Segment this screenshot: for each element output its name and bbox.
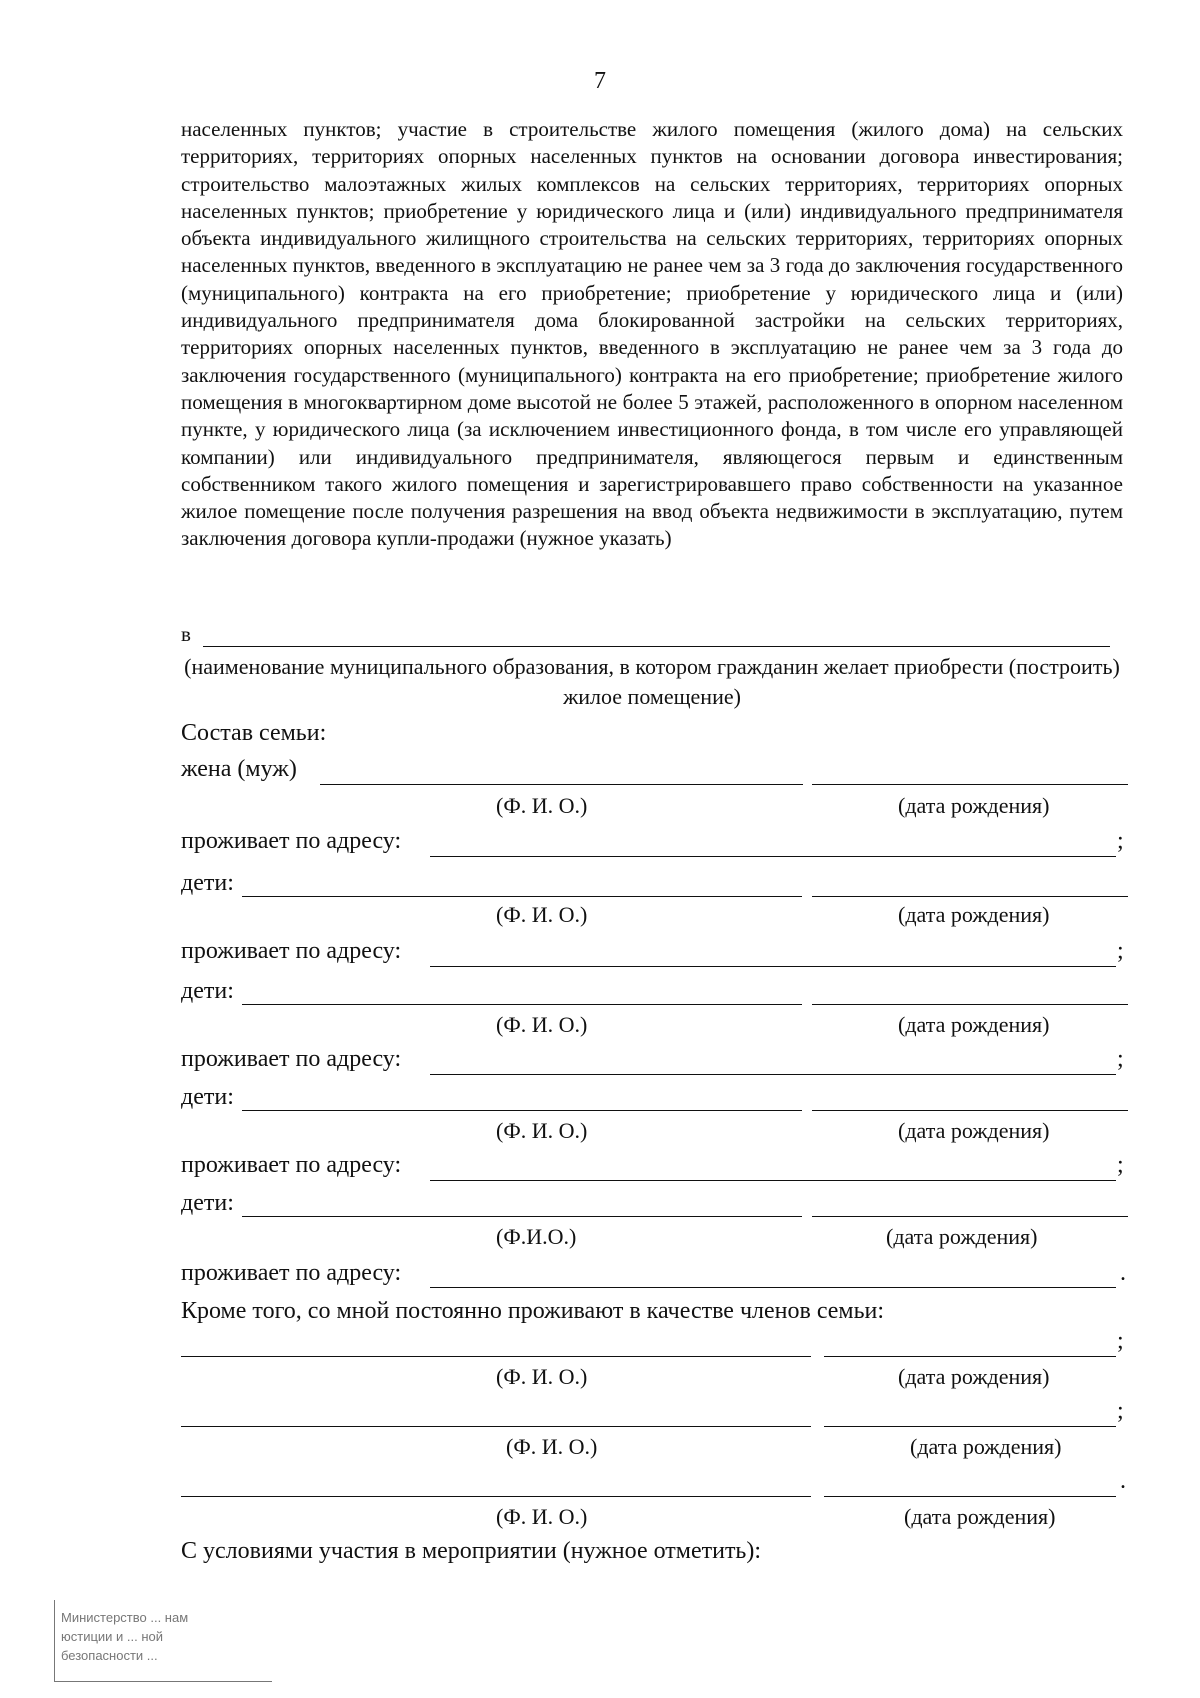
spouse-dob-caption: (дата рождения)	[898, 793, 1050, 818]
spouse-label: жена (муж)	[181, 756, 297, 782]
page-number: 7	[594, 68, 606, 94]
child4-fio-field[interactable]	[242, 1216, 802, 1217]
child2-fio-field[interactable]	[242, 1004, 802, 1005]
child1-fio-caption: (Ф. И. О.)	[496, 902, 588, 927]
child4-dob-field[interactable]	[812, 1216, 1128, 1217]
spouse-address-semicolon: ;	[1117, 828, 1124, 854]
child1-address-label: проживает по адресу:	[181, 938, 402, 964]
child1-label: дети:	[181, 870, 234, 896]
child3-fio-caption: (Ф. И. О.)	[496, 1118, 588, 1143]
child2-address-semicolon: ;	[1117, 1046, 1124, 1072]
spouse-fio-caption: (Ф. И. О.)	[496, 793, 588, 818]
municipality-field[interactable]	[203, 646, 1110, 647]
child3-dob-field[interactable]	[812, 1110, 1128, 1111]
child3-address-field[interactable]	[430, 1180, 1116, 1181]
child2-dob-field[interactable]	[812, 1004, 1128, 1005]
spouse-address-label: проживает по адресу:	[181, 828, 402, 854]
member1-dob-caption: (дата рождения)	[898, 1364, 1050, 1389]
child4-fio-caption: (Ф.И.О.)	[496, 1224, 577, 1249]
child2-dob-caption: (дата рождения)	[898, 1012, 1050, 1037]
child1-address-semicolon: ;	[1117, 938, 1124, 964]
child4-address-period: .	[1120, 1260, 1126, 1286]
child3-dob-caption: (дата рождения)	[898, 1118, 1050, 1143]
member3-dob-caption: (дата рождения)	[904, 1504, 1056, 1529]
member2-semicolon: ;	[1117, 1398, 1124, 1424]
child2-label: дети:	[181, 978, 234, 1004]
member3-dob-field[interactable]	[824, 1496, 1116, 1497]
stamp-line-2: юстиции и ... ной	[61, 1629, 164, 1644]
child4-address-field[interactable]	[430, 1287, 1116, 1288]
child2-address-label: проживает по адресу:	[181, 1046, 402, 1072]
child4-label: дети:	[181, 1190, 234, 1216]
child2-fio-caption: (Ф. И. О.)	[496, 1012, 588, 1037]
child3-address-label: проживает по адресу:	[181, 1152, 402, 1178]
stamp-line-1: Министерство ... нам	[61, 1610, 189, 1625]
stamp-line-3: безопасности ...	[61, 1648, 158, 1663]
member3-fio-caption: (Ф. И. О.)	[496, 1504, 588, 1529]
member1-semicolon: ;	[1117, 1328, 1124, 1354]
municipality-caption: (наименование муниципального образования, в котором гражданин желает приобрести (построить) жилое помещение)	[184, 654, 1120, 709]
member1-fio-caption: (Ф. И. О.)	[496, 1364, 588, 1389]
member2-dob-caption: (дата рождения)	[910, 1434, 1062, 1459]
child1-dob-field[interactable]	[812, 896, 1128, 897]
spouse-dob-field[interactable]	[812, 784, 1128, 785]
in-label: в	[181, 622, 191, 646]
family-heading: Состав семьи:	[181, 720, 327, 746]
child1-fio-field[interactable]	[242, 896, 802, 897]
spouse-address-field[interactable]	[430, 856, 1116, 857]
child3-fio-field[interactable]	[242, 1110, 802, 1111]
member2-fio-field[interactable]	[181, 1426, 811, 1427]
child1-address-field[interactable]	[430, 966, 1116, 967]
child4-address-label: проживает по адресу:	[181, 1260, 402, 1286]
body-paragraph: населенных пунктов; участие в строительстве жилого помещения (жилого дома) на сельских территориях, территориях опорных населенных пунктов на основании договора инвестирования; строительство малоэтажных жилых комплексов на сельских территориях, территориях опорных населенных пунктов; приобретение у юридического лица и (или) индивидуального предпринимателя объекта индивидуального жилищного строительства на сельских территориях, территориях опорных населенных пунктов, введенного в эксплуатацию не ранее чем за 3 года до заключения государственного (муниципального) контракта на его приобретение; приобретение у юридического лица и (или) индивидуального предпринимателя дома блокированной застройки на сельских территориях, территориях опорных населенных пунктов, введенного в эксплуатацию не ранее чем за 3 года до заключения государственного (муниципального) контракта на его приобретение; приобретение жилого помещения в многоквартирном доме высотой не более 5 этажей, расположенного в опорном населенном пункте, у юридического лица (за исключением инвестиционного фонда, в том числе его управляющей компании) или индивидуального предпринимателя, являющегося первым и единственным собственником такого жилого помещения и зарегистрировавшего право собственности на указанное жилое помещение после получения разрешения на ввод объекта недвижимости в эксплуатацию, путем заключения договора купли-продажи (нужное указать)	[181, 117, 1123, 551]
child4-dob-caption: (дата рождения)	[886, 1224, 1038, 1249]
child3-address-semicolon: ;	[1117, 1152, 1124, 1178]
spouse-fio-field[interactable]	[320, 784, 803, 785]
member3-period: .	[1120, 1468, 1126, 1494]
child3-label: дети:	[181, 1084, 234, 1110]
child2-address-field[interactable]	[430, 1074, 1116, 1075]
other-members-heading: Кроме того, со мной постоянно проживают в качестве членов семьи:	[181, 1298, 885, 1324]
member1-fio-field[interactable]	[181, 1356, 811, 1357]
member3-fio-field[interactable]	[181, 1496, 811, 1497]
member2-dob-field[interactable]	[824, 1426, 1116, 1427]
member2-fio-caption: (Ф. И. О.)	[506, 1434, 598, 1459]
registration-stamp	[54, 1600, 272, 1682]
conditions-heading: С условиями участия в мероприятии (нужное отметить):	[181, 1538, 762, 1564]
member1-dob-field[interactable]	[824, 1356, 1116, 1357]
child1-dob-caption: (дата рождения)	[898, 902, 1050, 927]
